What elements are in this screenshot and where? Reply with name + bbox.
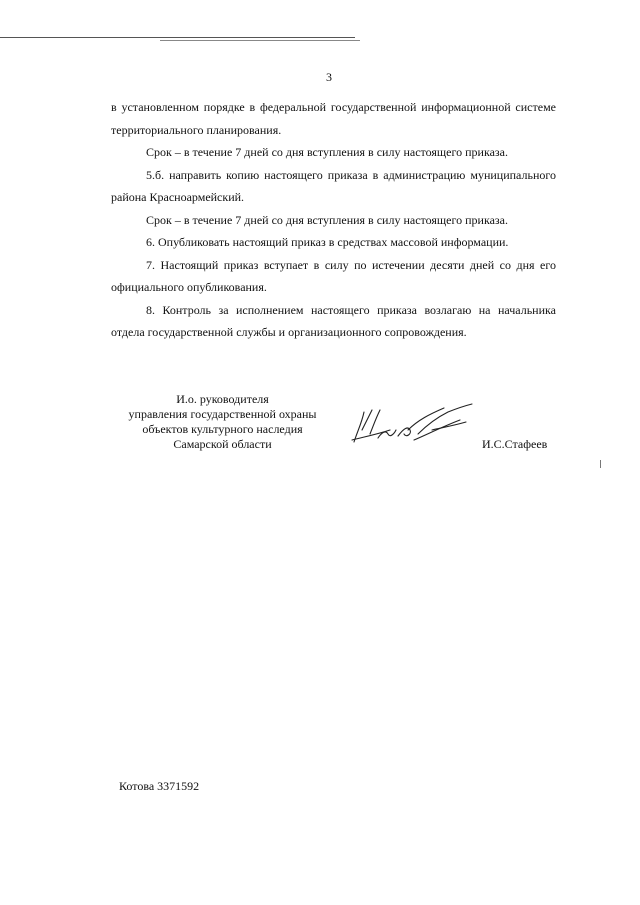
signatory-title-line: управления государственной охраны: [128, 407, 317, 421]
handwritten-signature: [348, 400, 488, 450]
signatory-title: [105, 392, 340, 452]
scan-edge-line: [0, 37, 355, 38]
paragraph-6: 6. Опубликовать настоящий приказ в средствах массовой информации.: [146, 235, 509, 249]
signatory-title-line: Самарской области: [173, 437, 272, 451]
margin-mark: [600, 460, 601, 468]
paragraph-continuation: в установленном порядке в федеральной государственной информационной системе территориального планирования.: [111, 100, 556, 137]
paragraph-deadline-2: Срок – в течение 7 дней со дня вступления в силу настоящего приказа.: [146, 212, 508, 227]
paragraph-5b: 5.б. направить копию настоящего приказа в администрацию муниципального района Красноармейский.: [111, 167, 556, 204]
paragraph-7: 7. Настоящий приказ вступает в силу по истечении десяти дней со дня его официального опубликования.: [111, 257, 556, 294]
document-body: [111, 96, 556, 344]
scan-edge-line-secondary: [160, 40, 360, 41]
signatory-title-line: И.о. руководителя: [176, 392, 269, 406]
paragraph-deadline: Срок – в течение 7 дней со дня вступления в силу настоящего приказа.: [146, 145, 508, 159]
page-number: 3: [326, 70, 332, 84]
signatory-title-line: объектов культурного наследия: [142, 422, 303, 436]
executor-contact: Котова 3371592: [119, 779, 200, 793]
paragraph-8: 8. Контроль за исполнением настоящего приказа возлагаю на начальника отдела государственной службы и организационного сопровождения.: [111, 302, 556, 339]
signer-name: И.С.Стафеев: [482, 437, 548, 451]
